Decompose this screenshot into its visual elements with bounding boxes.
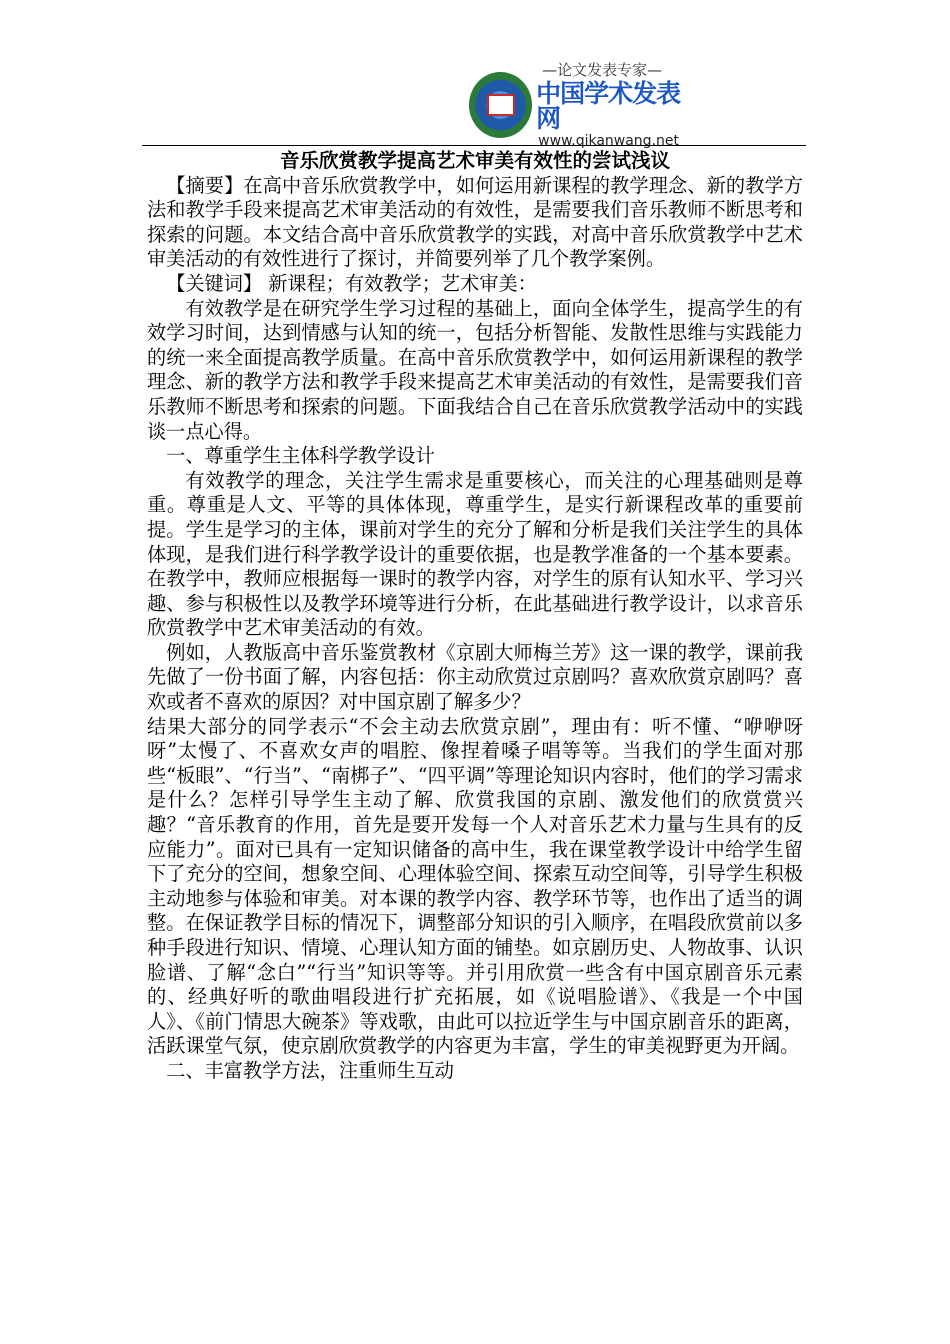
section-heading-1: 一、尊重学生主体科学教学设计: [166, 444, 435, 468]
logo-text: [536, 60, 697, 149]
abstract: 【摘要】在高中音乐欣赏教学中，如何运用新课程的教学理念、新的教学方法和教学手段来提高艺术审美活动的有效性，是需要我们音乐教师不断思考和探索的问题。本文结合高中音乐欣赏教学的实践，对高中音乐欣赏教学中艺术审美活动的有效性进行了探讨，并简要列举了几个教学案例。: [147, 173, 803, 271]
header-divider: [142, 145, 806, 146]
book-icon: [487, 94, 515, 116]
paragraph-results: 结果大部分的同学表示“不会主动去欣赏京剧”，理由有：听不懂、“咿咿呀呀”太慢了、不喜欢女声的唱腔、像捏着嗓子唱等等。当我们的学生面对那些“板眼”、“行当”、“南梆子”、“四平调”等理论知识内容时，他们的学习需求是什么？怎样引导学生主动了解、欣赏我国的京剧、激发他们的欣赏赏兴趣？“音乐教育的作用，首先是要开发每一个人对音乐艺术力量与生具有的反应能力”。面对已具有一定知识储备的高中生，我在课堂教学设计中给学生留下了充分的空间，想象空间、心理体验空间、探索互动空间等，引导学生积极主动地参与体验和审美。对本课的教学内容、教学环节等，也作出了适当的调整。在保证教学目标的情况下，调整部分知识的引入顺序，在唱段欣赏前以多种手段进行知识、情境、心理认知方面的铺垫。如京剧历史、人物故事、认识脸谱、了解“念白”“行当”知识等等。并引用欣赏一些含有中国京剧音乐元素的、经典好听的歌曲唱段进行扩充拓展，如《说唱脸谱》、《我是一个中国人》、《前门情思大碗茶》等戏歌，由此可以拉近学生与中国京剧音乐的距离，活跃课堂气氛，使京剧欣赏教学的内容更为丰富，学生的审美视野更为开阔。: [147, 714, 803, 1058]
logo-tagline: —论文发表专家—: [542, 60, 663, 79]
paragraph-example: 例如，人教版高中音乐鉴赏教材《京剧大师梅兰芳》这一课的教学，课前我先做了一份书面了解，内容包括：你主动欣赏过京剧吗？喜欢欣赏京剧吗？喜欢或者不喜欢的原因？对中国京剧了解多少？: [147, 640, 803, 714]
logo-name: 中国学术发表网: [536, 78, 681, 133]
logo-url: www.qikanwang.net: [538, 132, 679, 149]
section-heading-2: 二、丰富教学方法，注重师生互动: [166, 1058, 454, 1082]
keywords: 【关键词】 新课程；有效教学；艺术审美：: [166, 271, 537, 295]
document-body: [147, 149, 803, 1084]
site-logo: [469, 60, 697, 149]
document-title: 音乐欣赏教学提高艺术审美有效性的尝试浅议: [279, 149, 670, 172]
paragraph-intro: 有效教学是在研究学生学习过程的基础上，面向全体学生，提高学生的有效学习时间，达到情感与认知的统一，包括分析智能、发散性思维与实践能力的统一来全面提高教学质量。在高中音乐欣赏教学中，如何运用新课程的教学理念、新的教学方法和教学手段来提高艺术审美活动的有效性，是需要我们音乐教师不断思考和探索的问题。下面我结合自己在音乐欣赏教学活动中的实践谈一点心得。: [147, 296, 803, 443]
logo-seal-icon: [469, 72, 532, 138]
paragraph-section1: 有效教学的理念，关注学生需求是重要核心，而关注的心理基础则是尊重。尊重是人文、平等的具体体现，尊重学生，是实行新课程改革的重要前提。学生是学习的主体，课前对学生的充分了解和分析是我们关注学生的具体体现，是我们进行科学教学设计的重要依据，也是教学准备的一个基本要素。在教学中，教师应根据每一课时的教学内容，对学生的原有认知水平、学习兴趣、参与积极性以及教学环境等进行分析，在此基础进行教学设计，以求音乐欣赏教学中艺术审美活动的有效。: [147, 468, 803, 640]
